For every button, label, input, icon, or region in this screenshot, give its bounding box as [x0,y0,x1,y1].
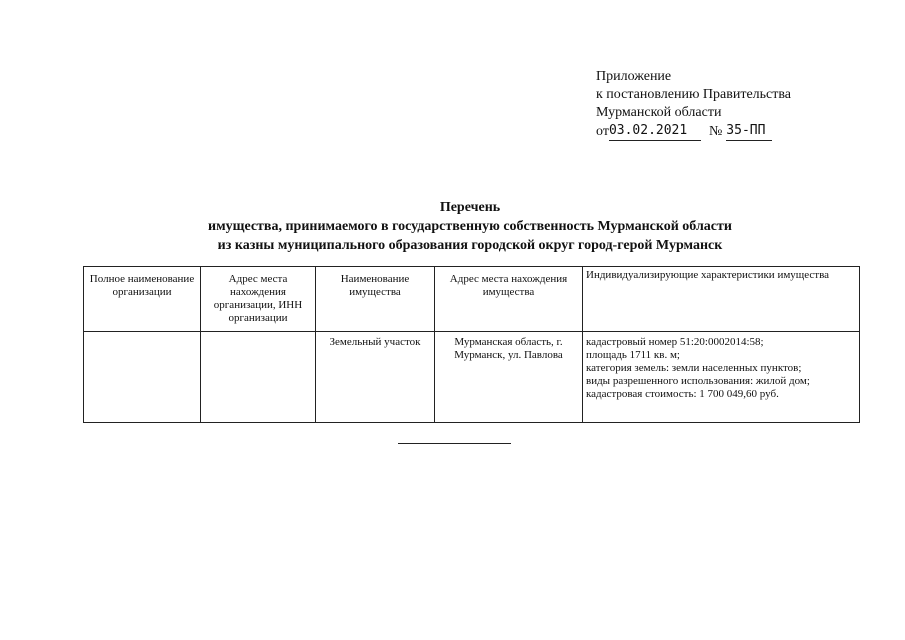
cell-characteristics [583,332,860,423]
cell-property-address: Мурманская область, г. Мурманск, ул. Павлова [435,332,583,423]
resolution-number: 35-ПП [726,122,772,141]
cell-property-name: Земельный участок [316,332,435,423]
table-header-row [84,267,860,332]
appendix-resolution: к постановлению Правительства [596,87,792,102]
header-characteristics: Индивидуализирующие характеристики имущества [583,267,860,332]
characteristic-land-category: категория земель: земли населенных пунктов; [586,362,802,374]
closing-rule [398,443,511,444]
appendix-label: Приложение [596,69,672,84]
property-table [83,266,860,423]
characteristic-permitted-use: виды разрешенного использования: жилой дом; [586,375,810,387]
title-line-3: из казны муниципального образования городской округ город-герой Мурманск [217,238,723,253]
characteristic-cadastral-number: кадастровый номер 51:20:0002014:58; [586,336,764,348]
appendix-block [596,68,791,141]
date-prefix: от [596,124,609,139]
table-row [84,332,860,423]
appendix-region: Мурманской области [596,105,722,120]
header-org-address: Адрес места нахождения организации, ИНН организации [201,267,316,332]
characteristic-cadastral-value: кадастровая стоимость: 1 700 049,60 руб. [586,388,779,400]
cell-org-address [201,332,316,423]
number-sign: № [708,124,723,139]
title-line-2: имущества, принимаемого в государственную собственность Мурманской области [208,219,732,234]
appendix-date-row [596,122,791,141]
characteristic-area: площадь 1711 кв. м; [586,349,680,361]
header-org-name: Полное наименование организации [84,267,201,332]
header-property-name: Наименование имущества [316,267,435,332]
document-title [140,198,800,255]
cell-org-name [84,332,201,423]
resolution-date: 03.02.2021 [609,122,701,141]
title-line-1: Перечень [439,200,501,215]
header-property-address: Адрес места нахождения имущества [435,267,583,332]
